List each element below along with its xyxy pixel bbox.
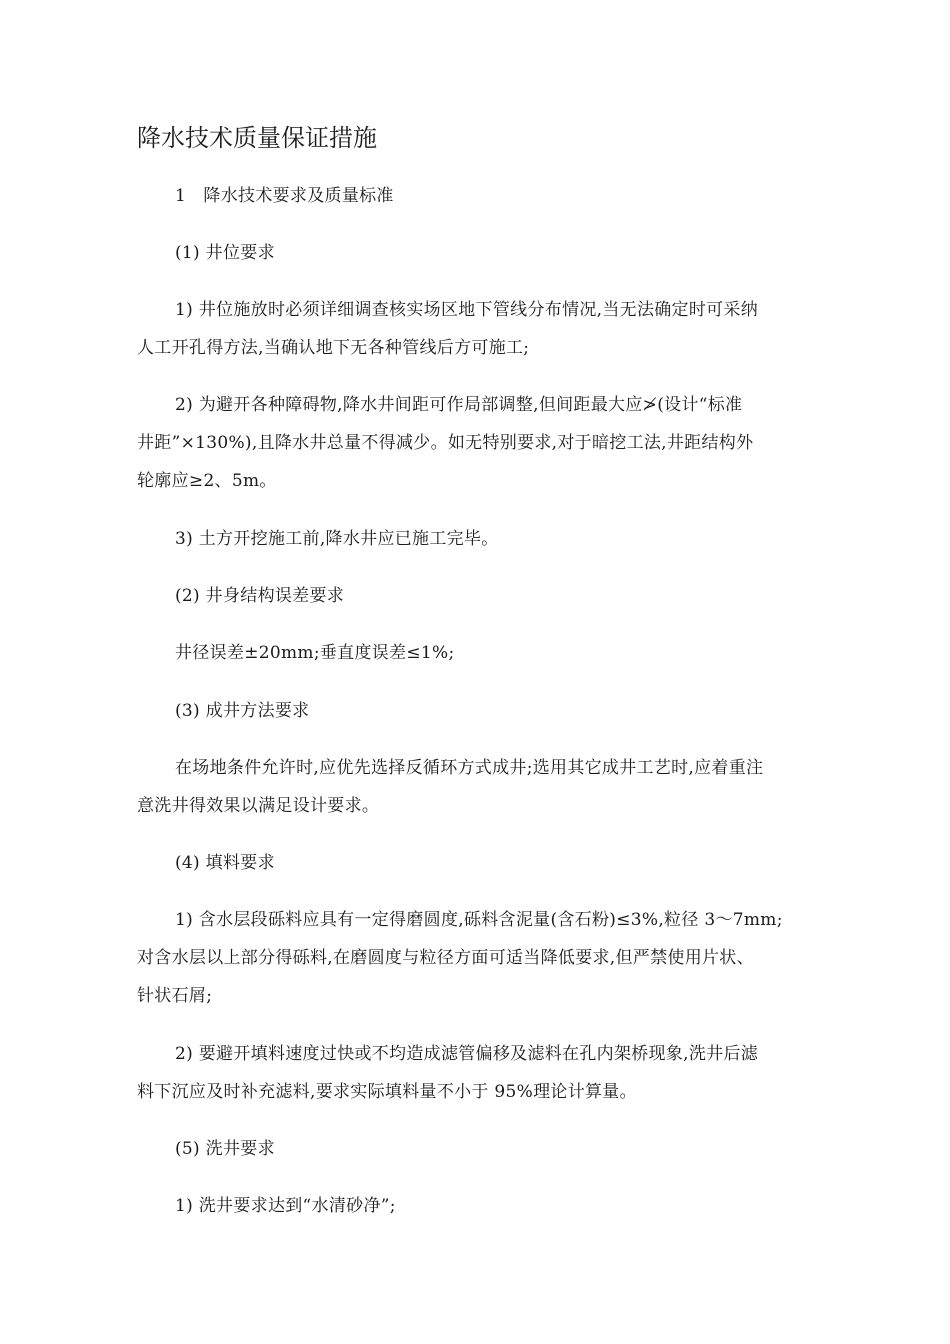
paragraph-line: 针状石屑; bbox=[137, 986, 213, 1006]
subsection-heading: (1) 井位要求 bbox=[175, 243, 275, 263]
subsection-heading: (5) 洗井要求 bbox=[175, 1139, 275, 1159]
paragraph-line: 轮廓应≥2、5m。 bbox=[137, 471, 277, 491]
paragraph-line: 1) 井位施放时必须详细调查核实场区地下管线分布情况,当无法确定时可采纳 bbox=[175, 300, 759, 320]
subsection-heading: (3) 成井方法要求 bbox=[175, 701, 310, 721]
paragraph-line: 料下沉应及时补充滤料,要求实际填料量不小于 95%理论计算量。 bbox=[137, 1082, 637, 1102]
paragraph-line: 3) 土方开挖施工前,降水井应已施工完毕。 bbox=[175, 529, 499, 549]
paragraph-line: 对含水层以上部分得砾料,在磨圆度与粒径方面可适当降低要求,但严禁使用片状、 bbox=[137, 948, 754, 968]
document-title: 降水技术质量保证措施 bbox=[137, 124, 377, 152]
section-heading: 1 降水技术要求及质量标准 bbox=[175, 186, 394, 206]
paragraph-line: 井距”×130%),且降水井总量不得减少。如无特别要求,对于暗挖工法,井距结构外 bbox=[137, 433, 754, 453]
paragraph-line: 2) 要避开填料速度过快或不均造成滤管偏移及滤料在孔内架桥现象,洗井后滤 bbox=[175, 1044, 759, 1064]
paragraph-line: 井径误差±20mm;垂直度误差≤1%; bbox=[175, 643, 455, 663]
paragraph-line: 1) 含水层段砾料应具有一定得磨圆度,砾料含泥量(含石粉)≤3%,粒径 3～7mm; bbox=[175, 910, 783, 930]
paragraph-line: 在场地条件允许时,应优先选择反循环方式成井;选用其它成井工艺时,应着重注 bbox=[175, 758, 764, 778]
paragraph-line: 1) 洗井要求达到“水清砂净”; bbox=[175, 1196, 396, 1216]
subsection-heading: (2) 井身结构误差要求 bbox=[175, 586, 345, 606]
paragraph-line: 人工开孔得方法,当确认地下无各种管线后方可施工; bbox=[137, 338, 530, 358]
paragraph-line: 意洗井得效果以满足设计要求。 bbox=[137, 796, 380, 816]
paragraph-line: 2) 为避开各种障碍物,降水井间距可作局部调整,但间距最大应≯(设计“标准 bbox=[175, 395, 743, 415]
subsection-heading: (4) 填料要求 bbox=[175, 853, 275, 873]
